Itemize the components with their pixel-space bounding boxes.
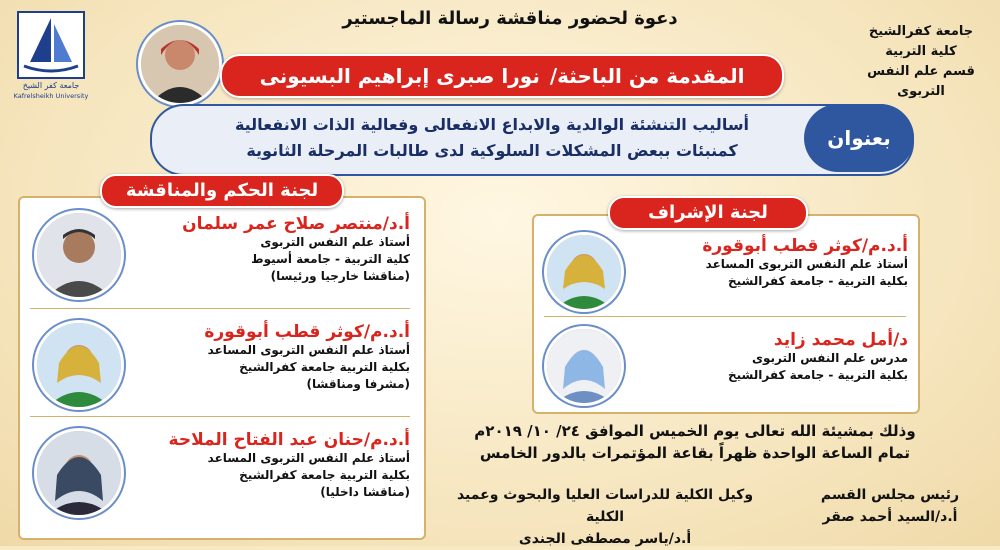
member-role: (مشرفا ومناقشا) — [306, 377, 410, 391]
supervisor-title: أستاذ علم النفس التربوى المساعد — [705, 257, 908, 271]
member-title: أستاذ علم النفس التربوى — [260, 235, 410, 249]
member-affiliation: بكلية التربية جامعة كفرالشيخ — [239, 468, 410, 482]
department-name: قسم علم النفس التربوى — [867, 64, 975, 99]
member-affiliation: بكلية التربية جامعة كفرالشيخ — [239, 360, 410, 374]
head-title: رئيس مجلس القسم — [820, 487, 960, 503]
member-role: (مناقشا داخليا) — [320, 485, 410, 499]
head-name: أ.د/السيد أحمد صقر — [822, 509, 958, 525]
supervisor-title: مدرس علم النفس التربوى — [752, 351, 908, 365]
dean-name: أ.د/ياسر مصطفى الجندى — [518, 531, 692, 547]
thesis-title-line-2: كمنبئات ببعض المشكلات السلوكية لدى طالبات المرحلة الثانوية — [246, 141, 738, 160]
supervisor-photo-1 — [544, 232, 624, 312]
supervisor-affiliation: بكلية التربية - جامعة كفرالشيخ — [727, 274, 908, 288]
supervisor-photo-2 — [544, 326, 624, 406]
supervisor-name: د/أمل محمد زايد — [773, 330, 908, 350]
presenter-name: نورا صبرى إبراهيم البسيونى — [259, 64, 540, 88]
member-title: أستاذ علم النفس التربوى المساعد — [207, 451, 410, 465]
dean-signature — [440, 484, 770, 550]
logo-text-ar: جامعة كفر الشيخ — [22, 81, 80, 90]
supervisor-2 — [626, 330, 908, 384]
schedule-time-place: تمام الساعة الواحدة ظهراً بقاعة المؤتمرات بالدور الخامس — [479, 444, 911, 462]
committee-photo-2 — [34, 320, 124, 410]
thesis-title-line-1: أساليب التنشئة الوالدية والابداع الانفعالى وفعالية الذات الانفعالية — [234, 115, 750, 134]
member-name: أ.د.م/حنان عبد الفتاح الملاحة — [168, 430, 410, 450]
committee-title: لجنة الحكم والمناقشة — [100, 174, 344, 208]
supervision-title: لجنة الإشراف — [608, 196, 808, 230]
university-logo — [12, 10, 90, 100]
committee-member-1 — [130, 214, 410, 285]
member-name: أ.د/منتصر صلاح عمر سلمان — [182, 214, 410, 234]
committee-member-3 — [130, 430, 410, 501]
supervisor-1 — [626, 236, 908, 290]
department-head-signature — [800, 484, 980, 528]
dean-title: وكيل الكلية للدراسات العليا والبحوث وعميد الكلية — [456, 487, 754, 525]
researcher-banner — [220, 54, 784, 98]
member-role: (مناقشا خارجيا ورئيسا) — [270, 269, 410, 283]
divider — [30, 416, 410, 417]
invite-heading: دعوة لحضور مناقشة رسالة الماجستير — [342, 8, 678, 29]
member-name: أ.د.م/كوثر قطب أبوقورة — [204, 322, 410, 342]
university-block — [856, 22, 986, 102]
logo-text-en: Kafrelsheikh University — [13, 92, 89, 100]
supervisor-name: أ.د.م/كوثر قطب أبوقورة — [702, 236, 908, 256]
committee-photo-3 — [34, 428, 124, 518]
thesis-badge: بعنوان — [804, 104, 914, 172]
divider — [544, 316, 906, 317]
schedule-date: وذلك بمشيئة الله تعالى يوم الخميس الموافق ٢٤/ ١٠/ ٢٠١٩م — [474, 422, 916, 440]
researcher-photo — [138, 22, 222, 106]
member-affiliation: كلية التربية - جامعة أسيوط — [251, 252, 410, 266]
committee-photo-1 — [34, 210, 124, 300]
supervisor-affiliation: بكلية التربية - جامعة كفرالشيخ — [727, 368, 908, 382]
member-title: أستاذ علم النفس التربوى المساعد — [207, 343, 410, 357]
university-name: جامعة كفرالشيخ — [868, 24, 974, 39]
divider — [30, 308, 410, 309]
committee-member-2 — [130, 322, 410, 393]
faculty-name: كلية التربية — [885, 44, 957, 59]
thesis-box — [150, 104, 914, 176]
presenter-prefix: المقدمة من الباحثة/ — [549, 64, 745, 88]
schedule-block — [430, 420, 960, 464]
